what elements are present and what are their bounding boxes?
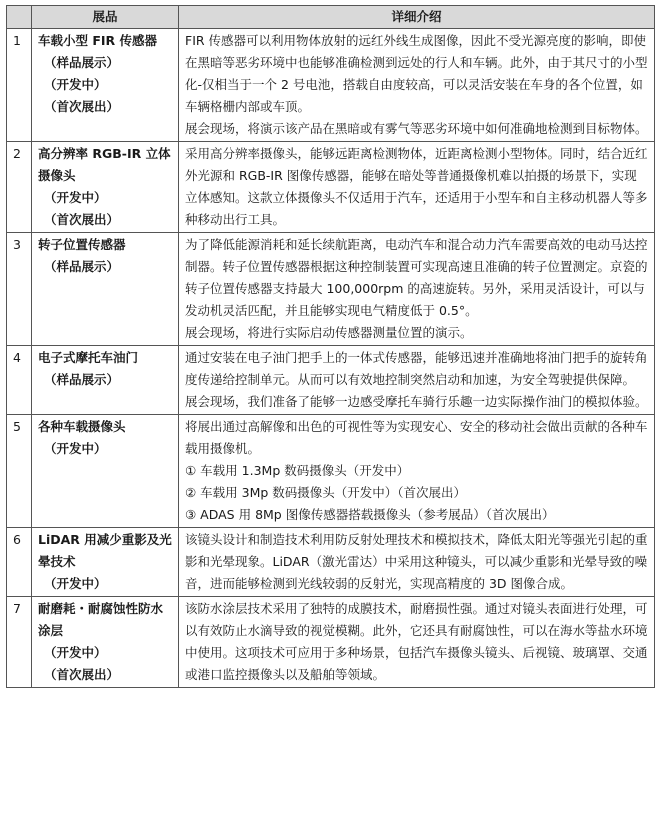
description-cell bbox=[179, 233, 655, 346]
product-cell bbox=[32, 233, 179, 346]
row-number: 6 bbox=[7, 528, 32, 597]
description-paragraph: 通过安装在电子油门把手上的一体式传感器，能够迅速并准确地将油门把手的旋转角度传递给控制单元。从而可以有效地控制突然启动和加速，为安全驾驶提供保障。 bbox=[185, 350, 648, 387]
status-tag: （首次展出） bbox=[44, 99, 120, 114]
product-name: 车载小型 FIR 传感器 bbox=[38, 33, 158, 48]
description-cell bbox=[179, 346, 655, 415]
status-tag: （样品展示） bbox=[44, 55, 120, 70]
row-number: 7 bbox=[7, 597, 32, 688]
product-name: 高分辨率 RGB-IR 立体摄像头 bbox=[38, 146, 171, 183]
status-tag: （开发中） bbox=[44, 576, 107, 591]
description-paragraph: 将展出通过高解像和出色的可视性等为实现安心、安全的移动社会做出贡献的各种车载用摄像机。 bbox=[185, 419, 648, 456]
header-detail: 详细介绍 bbox=[179, 6, 655, 29]
product-name: LiDAR 用减少重影及光晕技术 bbox=[38, 532, 172, 569]
status-tag: （开发中） bbox=[44, 77, 107, 92]
header-product: 展品 bbox=[32, 6, 179, 29]
product-cell bbox=[32, 29, 179, 142]
description-paragraph: 为了降低能源消耗和延长续航距离，电动汽车和混合动力汽车需要高效的电动马达控制器。转子位置传感器根据这种控制装置可实现高速且准确的转子位置测定。京瓷的转子位置传感器支持最大 100,000rpm 的高速旋转。另外，采用灵活设计，可以与发动机灵活匹配，并且能够实现电气精度低于 0.5°。 bbox=[185, 237, 648, 318]
product-cell bbox=[32, 528, 179, 597]
table-row bbox=[7, 346, 655, 415]
status-tag: （样品展示） bbox=[44, 372, 120, 387]
table-row bbox=[7, 415, 655, 528]
row-number: 4 bbox=[7, 346, 32, 415]
description-paragraph: 采用高分辨率摄像头，能够远距离检测物体，近距离检测小型物体。同时，结合近红外光源和 RGB-IR 图像传感器，能够在暗处等普通摄像机难以拍摄的场景下，实现立体感知。这款立体摄像头不仅适用于汽车，还适用于小型车和自主移动机器人等多种移动出行工具。 bbox=[185, 146, 648, 227]
table-row bbox=[7, 233, 655, 346]
table-body bbox=[7, 29, 655, 688]
description-paragraph: ① 车载用 1.3Mp 数码摄像头（开发中） bbox=[185, 463, 410, 478]
description-cell bbox=[179, 142, 655, 233]
description-cell bbox=[179, 29, 655, 142]
status-tag: （首次展出） bbox=[44, 667, 120, 682]
product-name: 电子式摩托车油门 bbox=[38, 350, 139, 365]
row-number: 2 bbox=[7, 142, 32, 233]
status-tag: （开发中） bbox=[44, 441, 107, 456]
row-number: 1 bbox=[7, 29, 32, 142]
table-header-row bbox=[7, 6, 655, 29]
product-cell bbox=[32, 597, 179, 688]
description-paragraph: 该镜头设计和制造技术利用防反射处理技术和模拟技术，降低太阳光等强光引起的重影和光晕现象。LiDAR（激光雷达）中采用这种镜头，可以减少重影和光晕导致的噪音，进而能够检测到光线较弱的反射光，实现高精度的 3D 图像合成。 bbox=[185, 532, 648, 591]
description-cell bbox=[179, 415, 655, 528]
product-cell bbox=[32, 142, 179, 233]
description-paragraph: ② 车载用 3Mp 数码摄像头（开发中）（首次展出） bbox=[185, 485, 467, 500]
table-row bbox=[7, 597, 655, 688]
status-tag: （开发中） bbox=[44, 645, 107, 660]
description-paragraph: ③ ADAS 用 8Mp 图像传感器搭载摄像头（参考展品）（首次展出） bbox=[185, 507, 555, 522]
description-paragraph: FIR 传感器可以利用物体放射的远红外线生成图像，因此不受光源亮度的影响，即使在黑暗等恶劣环境中也能够准确检测到远处的行人和车辆。此外，由于其尺寸的小型化-仅相当于一个 2 号电池，搭载自由度较高，可以灵活安装在车身的各个位置，如车辆格栅内部或车顶。 bbox=[185, 33, 648, 114]
table-row bbox=[7, 29, 655, 142]
product-name: 各种车载摄像头 bbox=[38, 419, 126, 434]
status-tag: （样品展示） bbox=[44, 259, 120, 274]
description-cell bbox=[179, 597, 655, 688]
status-tag: （开发中） bbox=[44, 190, 107, 205]
description-paragraph: 展会现场，将演示该产品在黑暗或有雾气等恶劣环境中如何准确地检测到目标物体。 bbox=[185, 121, 648, 136]
product-cell bbox=[32, 346, 179, 415]
row-number: 3 bbox=[7, 233, 32, 346]
table-row bbox=[7, 528, 655, 597]
description-paragraph: 展会现场，将进行实际启动传感器测量位置的演示。 bbox=[185, 325, 473, 340]
row-number: 5 bbox=[7, 415, 32, 528]
description-cell bbox=[179, 528, 655, 597]
exhibit-table bbox=[6, 5, 655, 688]
description-paragraph: 该防水涂层技术采用了独特的成膜技术，耐磨损性强。通过对镜头表面进行处理，可以有效防止水滴导致的视觉模糊。此外，它还具有耐腐蚀性，可以在海水等盐水环境中使用。这项技术可应用于多种场景，包括汽车摄像头镜头、后视镜、玻璃罩、交通或港口监控摄像头以及船舶等领域。 bbox=[185, 601, 648, 682]
product-name: 转子位置传感器 bbox=[38, 237, 126, 252]
description-paragraph: 展会现场，我们准备了能够一边感受摩托车骑行乐趣一边实际操作油门的模拟体验。 bbox=[185, 394, 648, 409]
status-tag: （首次展出） bbox=[44, 212, 120, 227]
product-name: 耐磨耗・耐腐蚀性防水涂层 bbox=[38, 601, 164, 638]
product-cell bbox=[32, 415, 179, 528]
header-number bbox=[7, 6, 32, 29]
table-row bbox=[7, 142, 655, 233]
